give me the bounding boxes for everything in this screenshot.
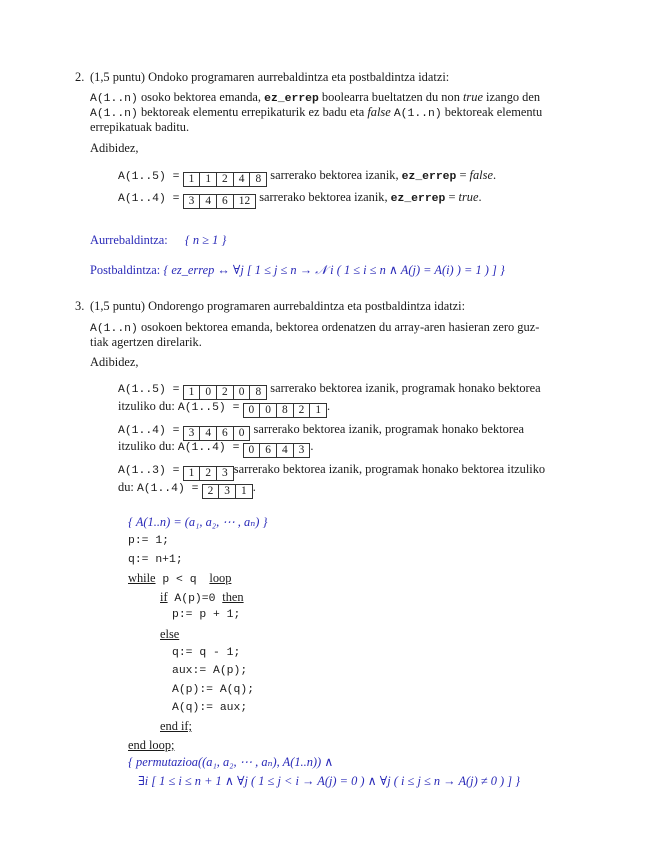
q3-example-1-result: itzuliko du: A(1..5) = 0 0 8 2 1 . (118, 399, 331, 416)
q3-heading: (1,5 puntu) Ondorengo programaren aurrebaldintza eta postbaldintza idatzi: (90, 299, 466, 313)
q3-ex2-vector: 3 4 6 0 (183, 426, 251, 441)
code-line-q-dec: q:= q - 1; (172, 647, 241, 659)
code-line-aux: aux:= A(p); (172, 665, 248, 677)
code-line-end-loop: end loop; (128, 738, 175, 752)
code-line-else: else (160, 627, 180, 641)
code-line-if: if A(p)=0 then (160, 590, 244, 605)
q3-number: 3. (75, 299, 85, 313)
post-label: Postbaldintza: (90, 263, 161, 277)
q3-ex1-result-vector: 0 0 8 2 1 (243, 403, 328, 418)
q3-example-2: A(1..4) = 3 4 6 0 sarrerako bektorea izanik, programak honako bektorea (118, 422, 524, 439)
code-line-aq: A(q):= aux; (172, 702, 248, 714)
pre-value: { n ≥ 1 } (184, 233, 227, 247)
code-line-end-if: end if; (160, 719, 192, 733)
q2-desc-line2: A(1..n) bektoreak elementu errepikaturik ez badu eta false A(1..n) bektoreak elementu (90, 105, 543, 120)
q2-example-2: A(1..4) = 3 4 6 12 sarrerako bektorea izanik, ez_errep = true. (118, 190, 482, 207)
pre-label: Aurrebaldintza: (90, 233, 168, 247)
q2-ex2-vector: 3 4 6 12 (183, 194, 257, 209)
q3-example-1: A(1..5) = 1 0 2 0 8 sarrerako bektorea izanik, programak honako bektorea (118, 381, 541, 398)
q3-example-3: A(1..3) = 1 2 3 sarrerako bektorea izanik, programak honako bektorea itzuliko (118, 462, 546, 479)
q3-desc-line1: A(1..n) osokoen bektorea emanda, bektorea ordenatzen du array-aren hasieran zero guz- (90, 320, 540, 335)
code-line-q-init: q:= n+1; (128, 554, 183, 566)
q3-adibidez: Adibidez, (90, 355, 139, 369)
q2-desc-line1: A(1..n) osoko bektorea emanda, ez_errep boolearra bueltatzen du non true izango den (90, 90, 541, 105)
q3-ex2-result-vector: 0 6 4 3 (243, 443, 311, 458)
q3-ex3-vector: 1 2 3 (183, 466, 234, 481)
post-value: { ez_errep ↔ ∀j [ 1 ≤ j ≤ n → 𝒩 i ( 1 ≤ i ≤ n ∧ A(j) = A(i) ) = 1 ) ] } (163, 263, 505, 277)
q3-postcondition-line2: ∃i [ 1 ≤ i ≤ n + 1 ∧ ∀j ( 1 ≤ j < i → A(j) = 0 ) ∧ ∀j ( i ≤ j ≤ n → A(j) ≠ 0 ) ] } (138, 774, 521, 788)
q2-ex1-vector: 1 1 2 4 8 (183, 172, 268, 187)
q2-adibidez: Adibidez, (90, 141, 139, 155)
code-line-ap: A(p):= A(q); (172, 684, 255, 696)
code-line-while: while p < q loop (128, 571, 232, 586)
q3-example-3-result: du: A(1..4) = 2 3 1 . (118, 480, 256, 497)
q2-postcondition (90, 263, 505, 278)
q2-heading: (1,5 puntu) Ondoko programaren aurrebaldintza eta postbaldintza idatzi: (90, 70, 450, 84)
q2-desc-line3: errepikatuak baditu. (90, 120, 190, 134)
code-line-p-init: p:= 1; (128, 535, 170, 547)
q3-desc-line2: tiak agertzen direlarik. (90, 335, 202, 349)
code-line-p-inc: p:= p + 1; (172, 609, 241, 621)
q3-ex1-vector: 1 0 2 0 8 (183, 385, 268, 400)
q2-number: 2. (75, 70, 85, 84)
q3-example-2-result: itzuliko du: A(1..4) = 0 6 4 3 . (118, 439, 314, 456)
q3-ex3-result-vector: 2 3 1 (202, 484, 253, 499)
q2-precondition (90, 233, 226, 248)
q3-precondition: { A(1..n) = (a₁, a₂, ⋯ , aₙ) } (128, 515, 268, 529)
q2-example-1: A(1..5) = 1 1 2 4 8 sarrerako bektorea izanik, ez_errep = false. (118, 168, 497, 185)
q3-postcondition-line1: { permutazioa((a₁, a₂, ⋯ , aₙ), A(1..n)) ∧ (128, 755, 334, 769)
